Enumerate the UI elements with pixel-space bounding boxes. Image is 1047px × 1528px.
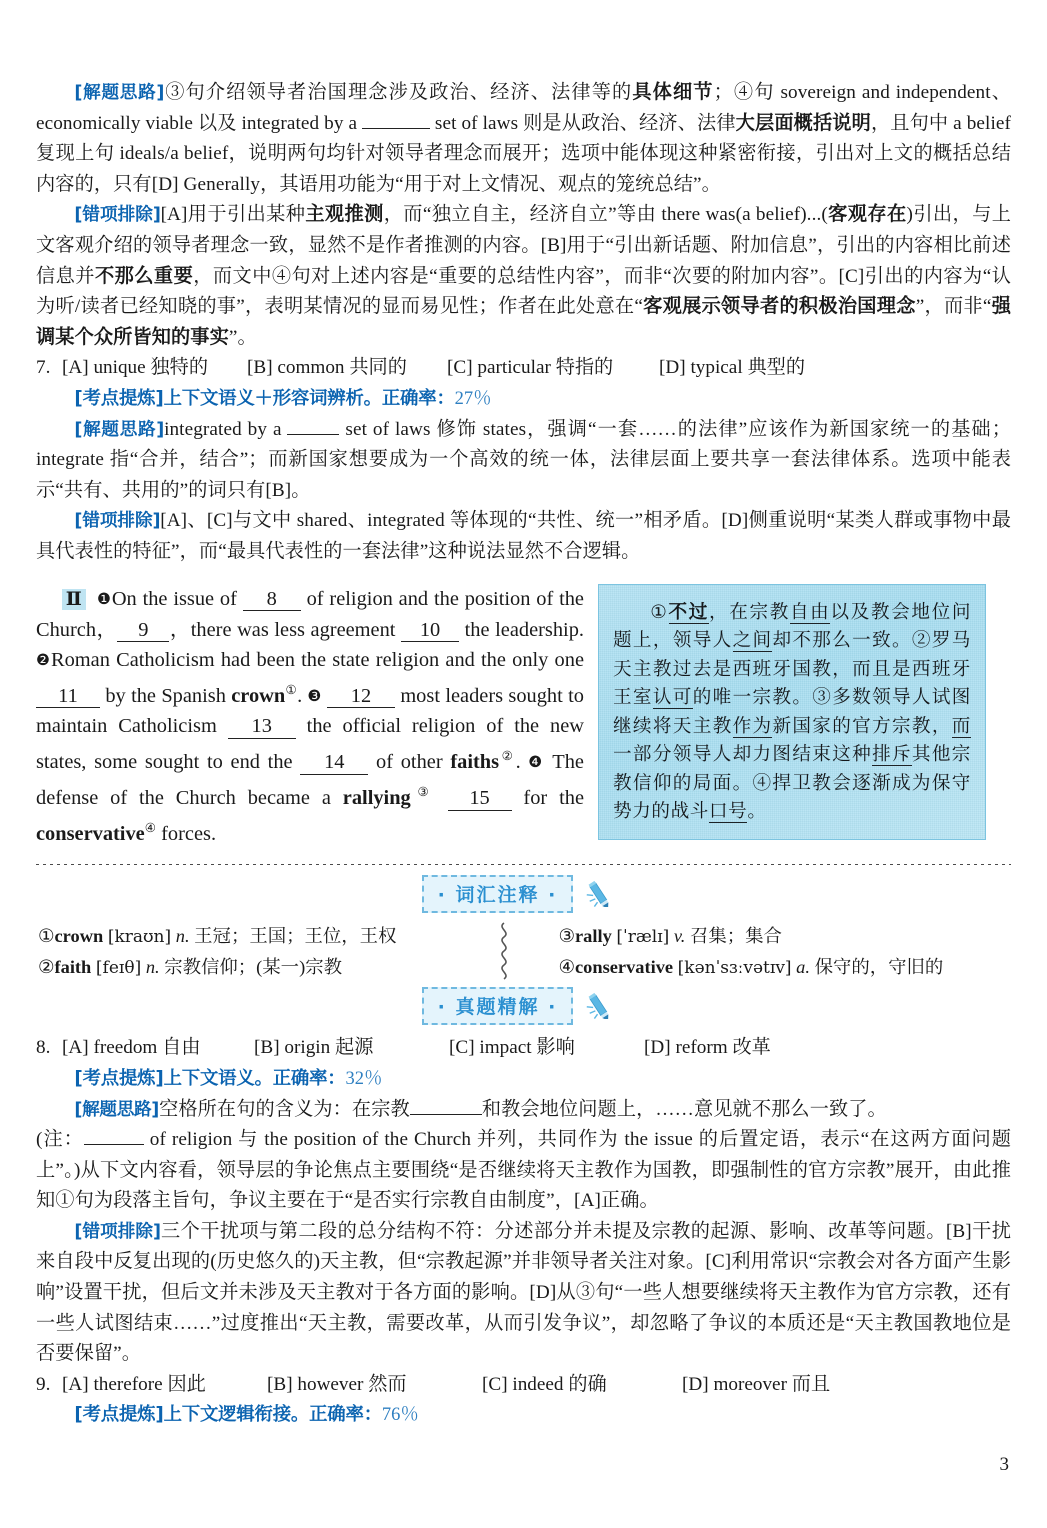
siling-tag: [解题思路]: [74, 419, 165, 440]
footnote-ref-2: ②: [499, 749, 516, 764]
blank-9[interactable]: 9: [117, 620, 169, 642]
kaodian-tag: [考点提炼]: [74, 1404, 164, 1426]
vocabulary-list: [36, 921, 1011, 983]
q8-siling-part1: 空格所在句的含义为：在宗教: [159, 1098, 410, 1120]
vocab-item: [38, 952, 491, 983]
vocab-word: conservative: [575, 957, 674, 978]
vocab-pos: n.: [175, 926, 190, 947]
option-cn: 共同的: [349, 357, 407, 379]
question-8-siling: [36, 1095, 1011, 1126]
question-9-number: 9.: [36, 1373, 51, 1395]
option-a: [62, 1370, 267, 1401]
vocab-index: ③: [558, 926, 575, 947]
word-crown: crown: [231, 684, 286, 707]
option-letter: [C]: [482, 1373, 508, 1395]
pen-icon: [583, 877, 625, 912]
option-letter: [B]: [247, 357, 273, 379]
option-word: common: [277, 357, 345, 379]
q6-siling-text-1: ③句介绍领导者治国理念涉及政治、经济、法律等的: [164, 82, 633, 103]
option-d: [659, 353, 805, 384]
blank-11[interactable]: 11: [36, 686, 100, 708]
option-word: impact: [479, 1037, 532, 1059]
kaodian-tag: [考点提炼]: [74, 1067, 164, 1089]
sentence-marker-3: ❸: [307, 686, 322, 705]
sentence-marker-1: ❶: [97, 589, 112, 608]
english-passage: Ⅱ ❶On the issue of 8 of religion and the position of the Church， 9 ，there was less agreement 10 the leadership. ❷Roman Catholicism had been the state religion and the only one 11 by the Spanish crown①. ❸ 12 most leaders sought to maintain Catholicism 13 the official religion of the new states, some sought to end the 14 of other faiths②. ❹ The defense of the Church became a rallying③ 15 for the conservative④ forces.: [36, 587, 584, 846]
blank-15[interactable]: 15: [448, 788, 512, 810]
option-word: unique: [93, 357, 146, 379]
vocab-ipa: [kənˈsɜːvətɪv]: [677, 958, 792, 979]
blank-13[interactable]: 13: [228, 716, 296, 738]
q7-siling-part1: integrated by a: [164, 418, 288, 440]
question-8-kaodian: [36, 1064, 1011, 1095]
vocab-word: faith: [54, 957, 92, 978]
blank-10[interactable]: 10: [401, 620, 459, 642]
option-letter: [A]: [62, 1037, 89, 1059]
vocab-pos: v.: [673, 926, 686, 947]
option-letter: [C]: [449, 1037, 475, 1059]
vocab-badge: · 词汇注释 ·: [422, 875, 574, 913]
option-cn: 然而: [368, 1373, 407, 1395]
vocab-item: [38, 921, 491, 952]
question-8-options: [36, 1033, 1011, 1064]
option-word: freedom: [93, 1037, 158, 1059]
option-letter: [A]: [62, 357, 89, 379]
option-letter: [D]: [659, 357, 686, 379]
option-cn: 典型的: [747, 357, 806, 379]
vocab-ipa: [ˈrælɪ]: [616, 927, 670, 948]
option-c: [482, 1370, 682, 1401]
q6-siling-text-4: ，且句中 a belief 复现上句 ideals/a belief，说明两句均针对领导者理念而展开；选项中能体现这种紧密衔接，引出对上文的概括总结内容的，只有[D] Generally，其语用功能为“用于对上文情况、观点的笼统总结”。: [36, 112, 1011, 195]
section-divider: [36, 863, 1011, 865]
vocab-column-right: [517, 921, 1012, 983]
accuracy-value: 27％: [454, 388, 492, 409]
option-c: [447, 353, 659, 384]
vocab-pos: a.: [796, 957, 810, 978]
analysis-badge-row: [36, 987, 1011, 1025]
option-cn: 起源: [335, 1037, 374, 1059]
inline-blank: [362, 109, 430, 128]
vocab-ipa: [kraʊn]: [107, 927, 172, 948]
option-cn: 影响: [536, 1037, 575, 1059]
vocab-badge-row: [36, 875, 1011, 913]
wavy-separator: [491, 921, 517, 983]
option-word: reform: [675, 1037, 728, 1059]
q8-note-part2: of religion 与 the position of the Church 并列，共同作为 the issue 的后置定语，表示“在这两方面问题上”。)从下文内容看，领导层的争论焦点主要围绕“是否继续将天主教作为国教，即强制性的官方宗教”展开，由此推知①句为段落主旨句，争议主要在于“是否实行宗教自由制度”，[A]正确。: [36, 1129, 1011, 1212]
question-7-kaodian: [36, 384, 1011, 415]
cuoxiang-tag: [错项排除]: [74, 205, 161, 226]
option-letter: [B]: [267, 1373, 293, 1395]
sentence-marker-2: ❷: [36, 650, 51, 669]
option-d: [682, 1370, 830, 1401]
option-cn: 特指的: [555, 357, 614, 379]
option-cn: 自由: [162, 1037, 201, 1059]
q6-siling-paragraph: [36, 78, 1011, 200]
cuoxiang-tag: [错项排除]: [74, 511, 161, 532]
cuoxiang-tag: [错项排除]: [74, 1221, 161, 1242]
section-marker: Ⅱ: [62, 589, 86, 610]
vocab-item: [559, 921, 1012, 952]
word-faiths: faiths: [450, 751, 500, 774]
note-text: ①不过，在宗教自由以及教会地位问题上，领导人之间却不那么一致。②罗马天主教过去是西班牙国教，而且是西班牙王室认可的唯一宗教。③多数领导人试图继续将天主教作为新国家的官方宗教，而一部分领导人却力图结束这种排斥其他宗教信仰的局面。④捍卫教会逐渐成为保守势力的战斗口号。: [613, 601, 972, 822]
kaodian-text: 上下文语义＋形容词辨析。正确率: [163, 387, 437, 409]
option-letter: [B]: [254, 1037, 280, 1059]
vocab-pos: n.: [145, 957, 160, 978]
vocab-meaning: 召集；集合: [689, 926, 782, 947]
passage-and-note-row: [36, 584, 1011, 850]
inline-blank: [410, 1095, 482, 1114]
option-letter: [D]: [682, 1373, 709, 1395]
option-cn: 改革: [732, 1037, 771, 1059]
q7-siling-part2: set of laws 修饰 states，强调“一套……的法律”应该作为新国家统一的基础；integrate 指“合并，结合”；而新国家想要成为一个高效的统一体，法律层面上要共享一套法律体系。选项中能表示“共有、共用的”的词只有[B]。: [36, 418, 1011, 501]
q8-note-part1: (注：: [36, 1129, 84, 1151]
vocab-item: [559, 952, 1012, 983]
vocab-index: ①: [38, 926, 55, 947]
blank-14[interactable]: 14: [300, 752, 368, 774]
pen-icon: [583, 989, 625, 1024]
chinese-translation-note: [598, 584, 986, 840]
vocab-index: ④: [558, 957, 575, 978]
footnote-ref-3: ③: [410, 785, 436, 800]
question-7-number: 7.: [36, 357, 51, 379]
question-8-number: 8.: [36, 1037, 51, 1059]
vocab-meaning: 王冠；王国；王位，王权: [194, 926, 397, 947]
option-d: [644, 1033, 771, 1064]
option-word: therefore: [93, 1373, 163, 1395]
q6-siling-bold-2: 大层面概括说明: [735, 112, 871, 134]
page-number: 3: [999, 1454, 1009, 1475]
option-c: [449, 1033, 644, 1064]
vocab-word: rally: [575, 926, 612, 947]
option-b: [247, 353, 447, 384]
option-letter: [A]: [62, 1373, 89, 1395]
question-7-options: [36, 353, 1011, 384]
word-conservative: conservative: [36, 823, 145, 846]
q7-cuoxiang-text: [A]、[C]与文中 shared、integrated 等体现的“共性、统一”相矛盾。[D]侧重说明“某类人群或事物中最具代表性的特征”，而“最具代表性的一套法律”这种说法显然不合逻辑。: [36, 510, 1011, 562]
blank-12[interactable]: 12: [327, 686, 395, 708]
footnote-ref-1: ①: [285, 683, 298, 698]
accuracy-value: 32％: [345, 1068, 383, 1089]
option-word: indeed: [512, 1373, 564, 1395]
question-7-siling: [36, 415, 1011, 507]
vocab-meaning: 宗教信仰；(某一)宗教: [164, 957, 342, 978]
siling-tag: [解题思路]: [74, 1099, 160, 1120]
question-9-options: [36, 1370, 1011, 1401]
option-cn: 的确: [568, 1373, 607, 1395]
q8-cuoxiang-text: 三个干扰项与第二段的总分结构不符：分述部分并未提及宗教的起源、影响、改革等问题。[B]干扰来自段中反复出现的(历史悠久的)天主教，但“宗教起源”并非领导者关注对象。[C]利用常识“宗教会对各方面产生影响”设置干扰，但后文并未涉及天主教对于各方面的影响。[D]从③句“一些人想要继续将天主教作为官方宗教，还有一些人试图结束……”过度推出“天主教，需要改革，从而引发争议”，却忽略了争议的本质还是“天主教国教地位是否要保留”。: [36, 1220, 1011, 1365]
option-letter: [D]: [644, 1037, 671, 1059]
vocab-word: crown: [54, 926, 104, 947]
vocab-column-left: [36, 921, 491, 983]
word-rallying: rallying: [342, 787, 411, 810]
inline-blank: [84, 1126, 144, 1145]
option-a: [62, 1033, 254, 1064]
option-cn: 独特的: [150, 357, 209, 379]
inline-blank: [287, 415, 339, 434]
option-word: particular: [477, 357, 551, 379]
option-a: [62, 353, 247, 384]
option-cn: 因此: [167, 1373, 206, 1395]
q6-siling-text-3: set of laws 则是从政治、经济、法律: [430, 112, 736, 134]
q6-siling-bold-1: 具体细节: [632, 82, 714, 103]
kaodian-sep: ：: [436, 387, 455, 409]
kaodian-tag: [考点提炼]: [74, 387, 164, 409]
option-b: [254, 1033, 449, 1064]
vocab-meaning: 保守的，守旧的: [814, 957, 944, 978]
kaodian-sep: ：: [363, 1404, 382, 1426]
kaodian-sep: ：: [327, 1067, 346, 1089]
vocab-ipa: [feɪθ]: [95, 958, 142, 979]
question-8-cuoxiang: [36, 1217, 1011, 1370]
question-9-kaodian: [36, 1400, 1011, 1431]
option-word: origin: [284, 1037, 331, 1059]
vocab-index: ②: [38, 957, 55, 978]
footnote-ref-4: ④: [144, 821, 157, 836]
sentence-marker-4: ❹: [528, 753, 545, 772]
question-7-cuoxiang: [36, 506, 1011, 567]
question-8-note: [36, 1125, 1011, 1217]
blank-8[interactable]: 8: [243, 589, 301, 611]
kaodian-text: 上下文逻辑衔接。正确率: [163, 1404, 364, 1426]
analysis-badge: · 真题精解 ·: [422, 987, 574, 1025]
siling-tag: [解题思路]: [74, 83, 165, 103]
kaodian-text: 上下文语义。正确率: [163, 1067, 328, 1089]
option-cn: 而且: [791, 1373, 831, 1395]
option-word: moreover: [713, 1373, 787, 1395]
q6-siling-text-2: ；④句 sovereign and independent、economically viable 以及 integrated by a: [36, 82, 1011, 134]
option-word: typical: [690, 357, 743, 379]
option-word: however: [297, 1373, 364, 1395]
option-b: [267, 1370, 482, 1401]
accuracy-value: 76％: [381, 1405, 419, 1426]
q6-cuoxiang-text: [A]用于引出某种主观推测，而“独立自主，经济自立”等由 there was(a belief)...(客观存在)引出，与上文客观介绍的领导者理念一致，显然不是作者推测的内容。[B]用于“引出新话题、附加信息”，引出的内容相比前述信息并不那么重要，而文中④句对上述内容是“重要的总结性内容”，而非“次要的附加内容”。[C]引出的内容为“认为听/读者已经知晓的事”，表明某情况的显而易见性；作者在此处意在“客观展示领导者的积极治国理念”，而非“强调某个众所皆知的事实”。: [36, 204, 1011, 348]
q8-siling-part2: 和教会地位问题上，……意见就不那么一致了。: [481, 1098, 887, 1120]
option-letter: [C]: [447, 357, 473, 379]
q6-cuoxiang-paragraph: [36, 200, 1011, 353]
